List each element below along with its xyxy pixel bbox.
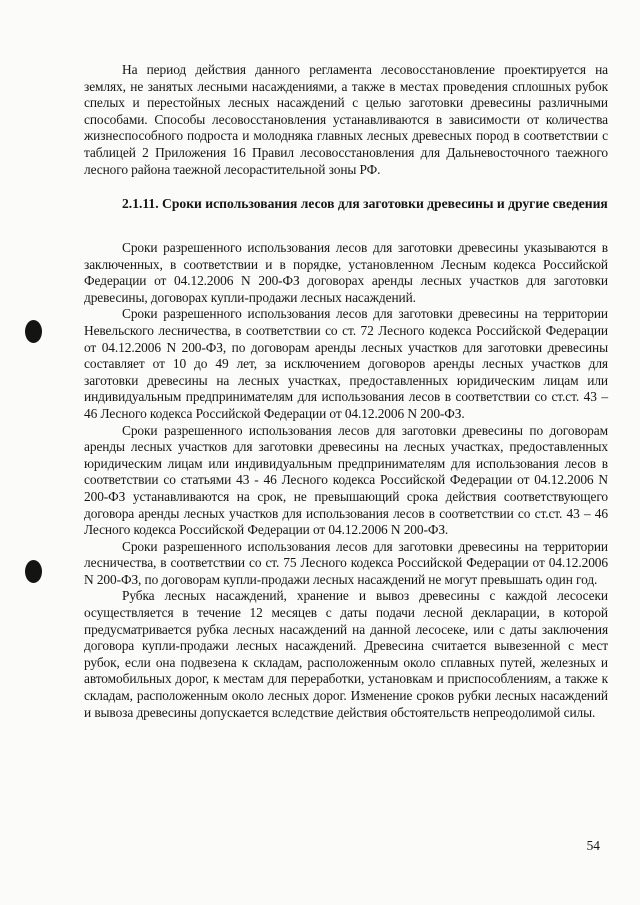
intro-text [84,62,608,178]
paragraph: Сроки разрешенного использования лесов для заготовки древесины на территории Невельского лесничества, в соответствии со ст. 72 Лесного кодекса Российской Федерации от 04.12.2006 N 200-ФЗ, по договорам аренды лесных участков для заготовки древесины составляет от 10 до 49 лет, за исключением договоров аренды лесных участков для заготовки древесины на лесных участках, предоставленных юридическим лицам или индивидуальным предпринимателям для использования лесов в соответствии со ст.ст. 43 – 46 Лесного кодекса Российской Федерации от 04.12.2006 N 200-ФЗ. [84,306,608,421]
paragraph: На период действия данного регламента лесовосстановление проектируется на землях, не занятых лесными насаждениями, а также в местах проведения сплошных рубок спелых и перестойных лесных насаждений с целью заготовки древесины различными способами. Способы лесовосстановления устанавливаются в зависимости от количества жизнеспособного подроста и молодняка главных лесных древесных пород в соответствии с таблицей 2 Приложения 16 Правил лесовосстановления для Дальневосточного таежного лесного района таежной лесорастительной зоны РФ. [84,62,608,177]
section-heading: 2.1.11. Сроки использования лесов для заготовки древесины и другие сведения [122,196,608,211]
punch-hole-mark [25,560,42,583]
page-number: 54 [586,838,600,853]
paragraph: Рубка лесных насаждений, хранение и вывоз древесины с каждой лесосеки осуществляется в течение 12 месяцев с даты подачи лесной декларации, в которой предусматривается рубка лесных насаждений на данной лесосеке, или с даты заключения договора купли-продажи лесных насаждений. Древесина считается вывезенной с мест рубок, если она подвезена к складам, расположенным около сплавных путей, железных и автомобильных дорог, к местам для переработки, установкам и приспособлениям, а также к складам, расположенным около лесных дорог. Изменение сроков рубки лесных насаждений и вывоза древесины допускается вследствие действия обстоятельств непреодолимой силы. [84,588,608,720]
paragraph: Сроки разрешенного использования лесов для заготовки древесины на территории лесничества, в соответствии со ст. 75 Лесного кодекса Российской Федерации от 04.12.2006 N 200-ФЗ, по договорам купли-продажи лесных насаждений не могут превышать один год. [84,538,608,587]
section-body [84,240,608,721]
paragraph: Сроки разрешенного использования лесов для заготовки древесины указываются в заключенных, в соответствии и в порядке, установленном Лесным кодекса Российской Федерации от 04.12.2006 N 200-ФЗ договорах аренды лесных участков для заготовки древесины, договорах купли-продажи лесных насаждений. [84,240,608,305]
paragraph: Сроки разрешенного использования лесов для заготовки древесины по договорам аренды лесных участков для заготовки древесины на лесных участках, предоставленных юридическим лицам или индивидуальным предпринимателям для использования лесов в соответствии со статьями 43 - 46 Лесного кодекса Российской Федерации от 04.12.2006 N 200-ФЗ устанавливаются на срок, не превышающий срока действия соответствующего договора аренды лесных участков для использования лесов в соответствии со ст.ст. 43 – 46 Лесного кодекса Российской Федерации от 04.12.2006 N 200-ФЗ. [84,422,608,538]
punch-hole-mark [25,320,42,343]
